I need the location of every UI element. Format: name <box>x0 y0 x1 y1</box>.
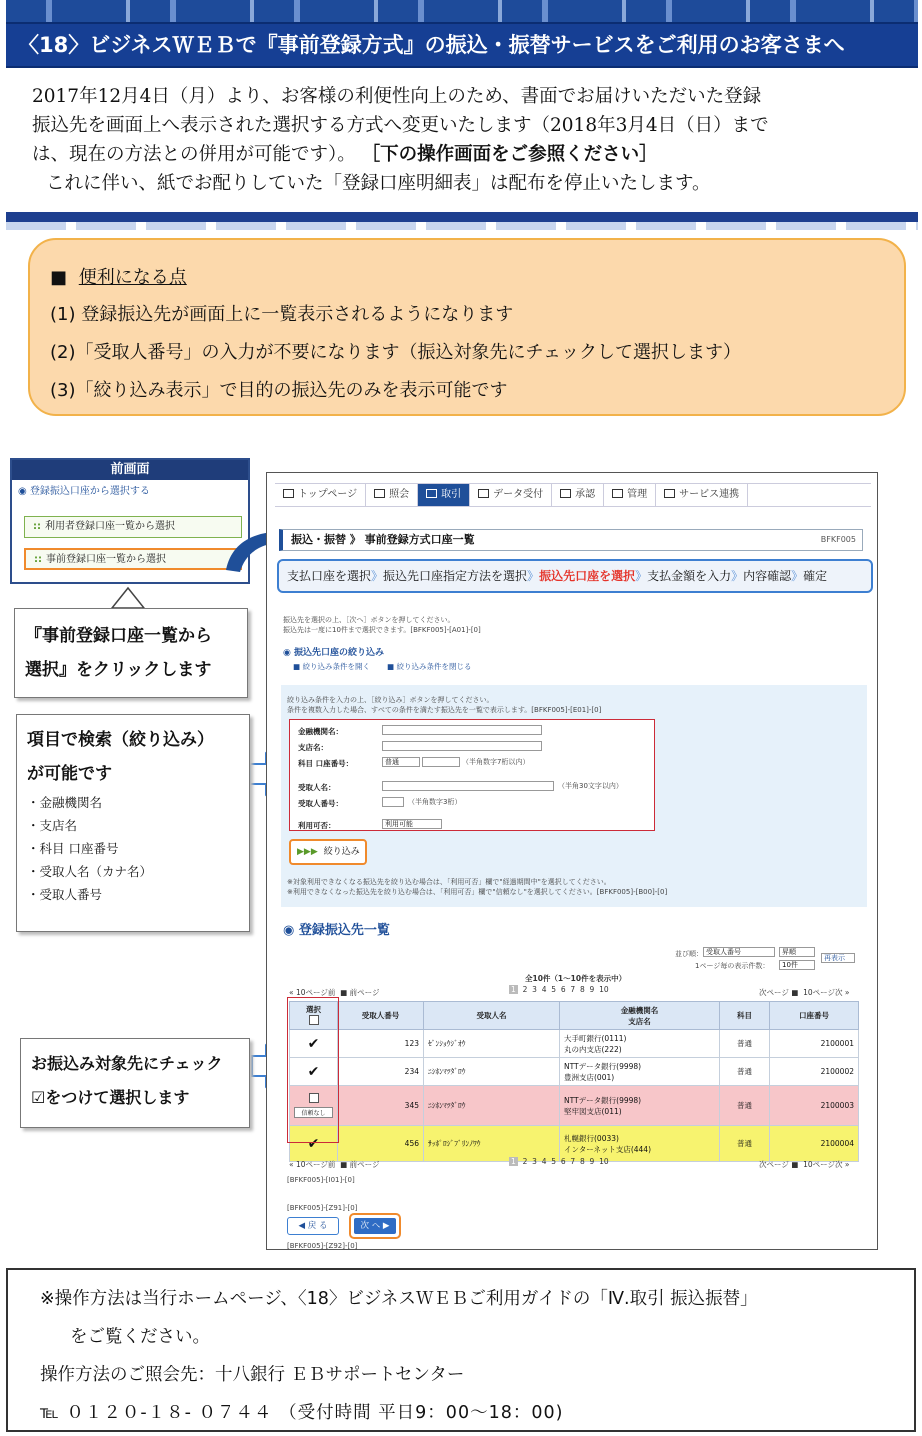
page-number[interactable]: 8 <box>579 1157 585 1166</box>
bullet-icon: ■ <box>50 267 68 288</box>
step-separator: 》 <box>527 569 540 583</box>
intro-text: は、現在の方法との併用が可能です）。 <box>32 144 356 165</box>
nav-label: 照会 <box>389 489 410 500</box>
cell-account: 2100001 <box>770 1030 859 1058</box>
footer-phone: ℡ ０１２０-１８- ０７４４ （受付時間 平日9：00～18：00) <box>40 1403 564 1423</box>
cell-payee-name: ﾆｼﾎﾝﾏﾂﾀﾞﾛｳ <box>424 1058 560 1086</box>
nav-label: 管理 <box>627 489 648 500</box>
column-header: 口座番号 <box>770 1002 859 1030</box>
cell-type: 普通 <box>720 1126 770 1162</box>
callout-text: 『事前登録口座一覧から <box>25 626 212 646</box>
column-header: 受取人名 <box>424 1002 560 1030</box>
page-number[interactable]: 3 <box>532 1157 537 1166</box>
check-mark-icon: ✔ <box>307 1035 320 1052</box>
callout-text: お振込み対象先にチェック <box>31 1054 223 1073</box>
step-separator: 》 <box>635 569 648 583</box>
page-number[interactable]: 6 <box>560 985 566 994</box>
prev-link[interactable]: ■ 前ページ <box>340 988 380 997</box>
nav-approval[interactable] <box>552 484 604 506</box>
page-number[interactable]: 4 <box>541 985 547 994</box>
cell-payee-name: ﾆｼﾎﾝﾏﾂﾀﾞﾛｳ <box>424 1086 560 1126</box>
next10-link[interactable]: 10ページ次 » <box>803 988 850 997</box>
page-number[interactable]: 8 <box>579 985 585 994</box>
sort-label: 並び順： <box>675 950 703 958</box>
input-hint: （半角数字3桁） <box>408 798 462 806</box>
next-button[interactable] <box>349 1213 401 1239</box>
step: 支払口座を選択 <box>287 569 372 583</box>
input-hint: （半角数字7桁以内） <box>462 758 530 766</box>
sort-order-select[interactable]: 昇順 <box>779 947 815 957</box>
page-number[interactable]: 9 <box>589 985 595 994</box>
screen-code: BFKF005 <box>820 535 856 544</box>
branch-name-label: 支店名： <box>298 743 328 752</box>
pointer-icon <box>112 588 144 608</box>
callout-check-instruction <box>20 1038 250 1128</box>
branch-name: 豊洲支店(001) <box>564 1072 615 1082</box>
next-link[interactable]: 次ページ ■ <box>759 1160 799 1169</box>
cell-type: 普通 <box>720 1058 770 1086</box>
link-icon <box>664 489 675 498</box>
close-filter-link[interactable]: ■ 絞り込み条件を閉じる <box>387 662 472 671</box>
table-row <box>290 1030 859 1058</box>
page-number[interactable]: 9 <box>589 1157 595 1166</box>
benefit-item: (1) 登録振込先が画面上に一覧表示されるようになります <box>50 304 514 325</box>
column-header <box>560 1002 720 1030</box>
callout-item: ・受取人名（カナ名） <box>27 864 153 879</box>
pagination-top-right <box>759 987 849 998</box>
nav-top[interactable] <box>275 484 366 506</box>
cell-payee-name: ｾﾞﾝｼｮｳｼﾞｵｳ <box>424 1030 560 1058</box>
callout-search-instruction <box>16 714 250 932</box>
cell-type: 普通 <box>720 1086 770 1126</box>
table-row <box>290 1086 859 1126</box>
step-separator: 》 <box>371 569 384 583</box>
button-mark-icon: :: <box>34 554 42 565</box>
usability-label: 利用可否： <box>298 821 336 830</box>
page-number[interactable]: 4 <box>541 1157 547 1166</box>
page-number[interactable]: 2 <box>522 985 528 994</box>
cell-payee-no: 345 <box>338 1086 424 1126</box>
step: 振込先口座指定方法を選択 <box>383 569 528 583</box>
intro-line: これに伴い、紙でお配りしていた「登録口座明細表」は配布を停止いたします。 <box>46 173 711 194</box>
cell-account: 2100004 <box>770 1126 859 1162</box>
header-branch-label: 支店名 <box>628 1016 651 1026</box>
callout-item: ・科目 口座番号 <box>27 841 119 856</box>
open-filter-link[interactable]: ■ 絞り込み条件を開く <box>293 662 370 671</box>
page-number[interactable]: 7 <box>570 985 576 994</box>
next-button-label: 次 へ ▶ <box>354 1218 396 1234</box>
account-label: 科目 口座番号： <box>298 759 354 768</box>
cell-bank <box>560 1030 720 1058</box>
callout-text: が可能です <box>27 764 112 784</box>
step: 支払金額を入力 <box>647 569 732 583</box>
step: 確定 <box>803 569 828 583</box>
filter-button-label: 絞り込み <box>323 847 360 857</box>
check-circle-icon <box>560 489 571 498</box>
footer-text: をご覧ください。 <box>70 1327 210 1347</box>
benefit-item: (3)「絞り込み表示」で目的の振込先のみを表示可能です <box>50 380 508 401</box>
page-number[interactable]: 2 <box>522 1157 528 1166</box>
footer-text: 操作方法のご照会先：十八銀行 ＥＢサポートセンター <box>40 1365 465 1385</box>
step: 内容確認 <box>743 569 792 583</box>
nav-label: 承認 <box>575 489 596 500</box>
document-icon <box>374 489 385 498</box>
cell-payee-no: 456 <box>338 1126 424 1162</box>
table-header-row <box>290 1002 859 1030</box>
radio-option[interactable]: ◉ 登録振込口座から選択する <box>18 486 150 497</box>
page-numbers <box>509 985 609 994</box>
benefits-heading-text: 便利になる点 <box>78 267 187 288</box>
page-number[interactable]: 10 <box>599 1157 609 1166</box>
page-number[interactable]: 5 <box>551 1157 557 1166</box>
previous-screen-title: 前画面 <box>12 460 248 480</box>
cell-bank <box>560 1086 720 1126</box>
users-icon <box>612 489 623 498</box>
callout-text: 選択』をクリックします <box>25 660 212 680</box>
page-numbers <box>509 1157 609 1166</box>
bank-name-input[interactable] <box>382 725 542 735</box>
callout-item: ・受取人番号 <box>27 887 103 902</box>
nav-admin[interactable] <box>604 484 656 506</box>
pagination-bottom <box>289 1159 379 1170</box>
check-mark-icon: ✔ <box>307 1063 320 1080</box>
step-current: 振込先口座を選択 <box>539 569 636 583</box>
callout-item: ・支店名 <box>27 818 78 833</box>
column-header: 科目 <box>720 1002 770 1030</box>
payee-name-input[interactable] <box>382 781 554 791</box>
bank-name: 札幌銀行(0033) <box>564 1133 619 1143</box>
nav-inquiry[interactable] <box>366 484 418 506</box>
footer-text: ※操作方法は当行ホームページ、〈18〉ビジネスＷＥＢご利用ガイドの「Ⅳ.取引 振込振替」 <box>40 1289 758 1309</box>
branch-name-input[interactable] <box>382 741 542 751</box>
sort-key-select[interactable]: 受取人番号 <box>703 947 775 957</box>
intro-line: 2017年12月4日（月）より、お客様の利便性向上のため、書面でお届けいただいた登録 <box>32 86 762 107</box>
payee-number-input[interactable] <box>382 797 404 807</box>
check-mark-icon: ✔ <box>307 1135 320 1152</box>
button-label: 利用者登録口座一覧から選択 <box>45 521 175 532</box>
back-button[interactable]: ◀ 戻 る <box>287 1217 339 1235</box>
bank-name-label: 金融機関名： <box>298 727 343 736</box>
intro-reference: ［下の操作画面をご参照ください］ <box>361 144 658 165</box>
filter-section-title: ◉ 振込先口座の絞り込み <box>283 648 384 658</box>
account-type-select[interactable]: 普通 <box>382 757 420 767</box>
new-screen <box>266 472 878 1250</box>
button-label: 事前登録口座一覧から選択 <box>46 554 166 565</box>
filter-footnote: ※利用できなくなった振込先を絞り込む場合は、「利用可否」欄で"信頼なし"を選択してください。[BFKF005]-[B00]-[0] <box>287 888 668 896</box>
nav-label: 取引 <box>441 489 462 500</box>
nav-label: データ受付 <box>493 489 544 500</box>
result-count: 全10件（1～10件を表示中） <box>525 974 627 983</box>
nav-service-link[interactable] <box>656 484 748 506</box>
table-row <box>290 1058 859 1086</box>
nav-label: トップページ <box>298 489 358 500</box>
filter-note: 条件を複数入力した場合、すべての条件を満たす振込先を一覧で表示します。[BFKF005]-[E01]-[0] <box>287 706 602 714</box>
cell-payee-no: 234 <box>338 1058 424 1086</box>
nav-transactions[interactable] <box>418 484 470 506</box>
page-number[interactable]: 1 <box>511 1157 516 1166</box>
page-number[interactable]: 10 <box>599 985 609 994</box>
payee-name-label: 受取人名： <box>298 783 336 792</box>
bank-name: 大手町銀行(0111) <box>564 1033 627 1043</box>
branch-name: インターネット支店(444) <box>564 1144 651 1154</box>
contact-footer <box>6 1268 916 1432</box>
pagination-bottom-right <box>759 1159 849 1170</box>
cell-payee-no: 123 <box>338 1030 424 1058</box>
column-header: 受取人番号 <box>338 1002 424 1030</box>
filter-button[interactable] <box>289 839 367 865</box>
per-page-select[interactable]: 10件 <box>779 960 815 970</box>
step-indicator <box>277 559 873 593</box>
selection-highlight <box>287 997 339 1143</box>
step-separator: 》 <box>791 569 804 583</box>
callout-text: 項目で検索（絞り込み） <box>27 730 214 750</box>
header-select-label: 選択 <box>306 1005 321 1014</box>
callout-click-instruction <box>14 608 248 698</box>
cell-account: 2100002 <box>770 1058 859 1086</box>
filter-form <box>289 719 655 831</box>
redisplay-button[interactable]: 再表示 <box>821 953 855 963</box>
prev-link[interactable]: ■ 前ページ <box>340 1160 380 1169</box>
global-nav <box>275 483 871 507</box>
filter-note: 絞り込み条件を入力の上、［絞り込み］ボタンを押してください。 <box>287 696 494 704</box>
page-number[interactable]: 1 <box>511 985 516 994</box>
page-number[interactable]: 6 <box>560 1157 566 1166</box>
list-section-title: ◉ 登録振込先一覧 <box>283 923 390 938</box>
payee-number-label: 受取人番号： <box>298 799 343 808</box>
cell-payee-name: ｻｯﾎﾟﾛｼﾞﾌﾞﾘﾝﾉﾜｳ <box>424 1126 560 1162</box>
screen-title <box>279 529 863 551</box>
status-badge: 信頼なし <box>294 1107 333 1118</box>
cell-account: 2100003 <box>770 1086 859 1126</box>
notice-text: 振込先は一度に10件まで選択できます。[BFKF005]-[A01]-[0] <box>283 626 481 634</box>
benefit-item: (2)「受取人番号」の入力が不要になります（振込対象先にチェックして選択します） <box>50 342 741 363</box>
payee-table <box>289 1001 859 1162</box>
document-icon <box>426 489 437 498</box>
branch-name: 堅牢図支店(011) <box>564 1106 622 1116</box>
page-number[interactable]: 7 <box>570 1157 576 1166</box>
usability-select[interactable]: 利用可能 <box>382 819 442 829</box>
bank-name: NTTデータ銀行(9998) <box>564 1061 642 1071</box>
prev10-link[interactable]: « 10ページ前 <box>289 988 336 997</box>
bank-name: NTTデータ銀行(9998) <box>564 1095 642 1105</box>
page-number[interactable]: 5 <box>551 985 557 994</box>
screen-code-text: [BFKF005]-[Z92]-[0] <box>287 1242 358 1250</box>
next10-link[interactable]: 10ページ次 » <box>803 1160 850 1169</box>
callout-item: ・金融機関名 <box>27 795 103 810</box>
callout-text: ☑をつけて選択します <box>31 1088 190 1107</box>
per-page-label: 1ページ毎の表示件数： <box>695 962 770 970</box>
page-title: 〈18〉ビジネスＷＥＢで『事前登録方式』の振込・振替サービスをご利用のお客さまへ <box>6 22 918 68</box>
header-bank-label: 金融機関名 <box>620 1005 659 1015</box>
step-separator: 》 <box>731 569 744 583</box>
home-icon <box>283 489 294 498</box>
screen-code-text: [BFKF005]-[I01]-[0] <box>287 1176 355 1184</box>
screen-title-text: 振込・振替 》 事前登録方式口座一覧 <box>291 533 475 546</box>
filter-footnote: ※対象利用できなくなる振込先を絞り込む場合は、「利用可否」欄で"経過期間中"を選択してください。 <box>287 878 611 886</box>
cell-bank <box>560 1058 720 1086</box>
notice-text: 振込先を選択の上、［次へ］ボタンを押してください。 <box>283 616 455 624</box>
account-number-input[interactable] <box>422 757 460 767</box>
input-hint: （半角30文字以内） <box>558 782 623 790</box>
nav-data-receipt[interactable] <box>470 484 552 506</box>
intro-line: 振込先を画面上へ表示された選択する方式へ変更いたします（2018年3月4日（日）まで <box>32 115 769 136</box>
upload-icon <box>478 489 489 498</box>
nav-label: サービス連携 <box>679 489 740 500</box>
screen-code-text: [BFKF005]-[Z91]-[0] <box>287 1204 358 1212</box>
cell-type: 普通 <box>720 1030 770 1058</box>
arrow-icon: ▶▶▶ <box>297 847 318 857</box>
page-number[interactable]: 3 <box>532 985 537 994</box>
prev10-link[interactable]: « 10ページ前 <box>289 1160 336 1169</box>
next-link[interactable]: 次ページ ■ <box>759 988 799 997</box>
branch-name: 丸の内支店(222) <box>564 1044 622 1054</box>
button-mark-icon: :: <box>33 521 41 532</box>
